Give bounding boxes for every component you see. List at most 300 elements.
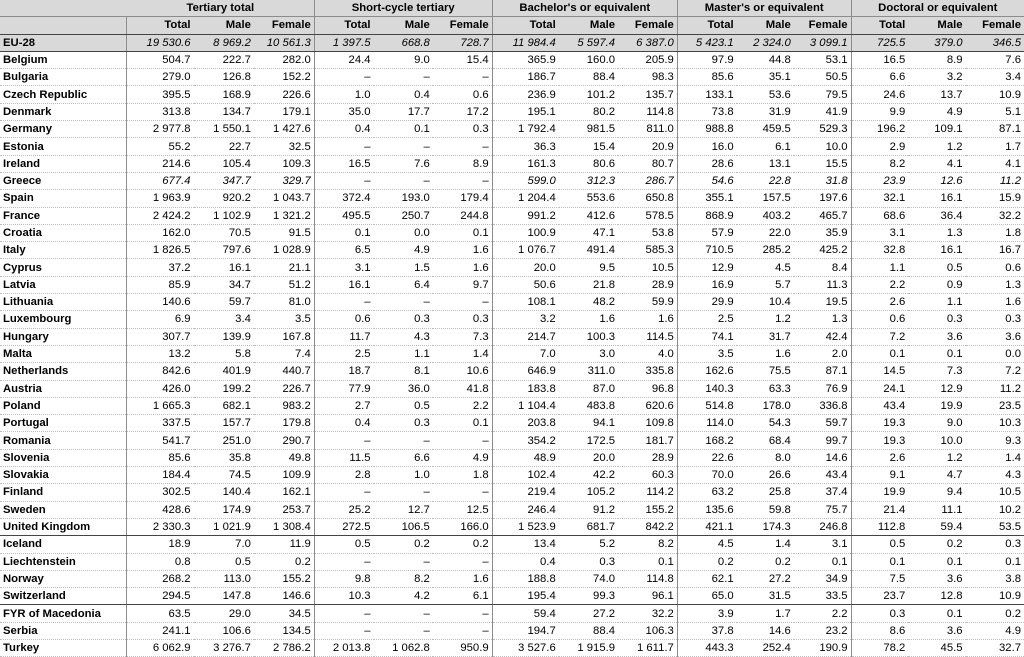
value-cell: 346.5: [966, 34, 1024, 51]
value-cell: 10.0: [794, 138, 851, 155]
value-cell: 88.4: [559, 622, 618, 639]
country-name: Norway: [0, 570, 127, 587]
value-cell: 179.8: [254, 415, 314, 432]
value-cell: –: [314, 432, 373, 449]
value-cell: 16.5: [314, 155, 373, 172]
value-cell: 22.0: [737, 224, 794, 241]
column-header-male: Male: [194, 17, 254, 34]
value-cell: 0.8: [127, 553, 194, 570]
value-cell: 203.8: [492, 415, 559, 432]
value-cell: 2.6: [851, 449, 908, 466]
value-cell: 59.7: [794, 415, 851, 432]
value-cell: 302.5: [127, 484, 194, 501]
value-cell: 991.2: [492, 207, 559, 224]
value-cell: 59.4: [492, 605, 559, 622]
value-cell: 7.0: [194, 536, 254, 553]
value-cell: 41.8: [433, 380, 492, 397]
country-name: Serbia: [0, 622, 127, 639]
value-cell: 21.4: [851, 501, 908, 518]
value-cell: 193.0: [374, 190, 433, 207]
column-header-female: Female: [794, 17, 851, 34]
value-cell: 421.1: [677, 518, 736, 535]
column-header-total: Total: [492, 17, 559, 34]
value-cell: 109.8: [618, 415, 677, 432]
group-header-row: [0, 0, 1024, 17]
value-cell: 10 561.3: [254, 34, 314, 51]
value-cell: 195.1: [492, 103, 559, 120]
value-cell: 3.1: [314, 259, 373, 276]
value-cell: 166.0: [433, 518, 492, 535]
value-cell: 2 424.2: [127, 207, 194, 224]
value-cell: –: [433, 138, 492, 155]
value-cell: 99.3: [559, 588, 618, 605]
value-cell: 1.6: [966, 294, 1024, 311]
table-row: [0, 311, 1024, 328]
value-cell: –: [433, 294, 492, 311]
country-name: Croatia: [0, 224, 127, 241]
value-cell: 7.2: [966, 363, 1024, 380]
value-cell: 337.5: [127, 415, 194, 432]
value-cell: 27.2: [559, 605, 618, 622]
value-cell: 19.5: [794, 294, 851, 311]
value-cell: –: [314, 172, 373, 189]
value-cell: 179.4: [433, 190, 492, 207]
value-cell: 168.2: [677, 432, 736, 449]
value-cell: 250.7: [374, 207, 433, 224]
value-cell: 311.0: [559, 363, 618, 380]
value-cell: 0.1: [433, 415, 492, 432]
value-cell: 99.7: [794, 432, 851, 449]
value-cell: 0.0: [374, 224, 433, 241]
value-cell: 12.5: [433, 501, 492, 518]
country-name: Spain: [0, 190, 127, 207]
value-cell: 51.2: [254, 276, 314, 293]
value-cell: 87.0: [559, 380, 618, 397]
value-cell: 31.7: [737, 328, 794, 345]
value-cell: 135.6: [677, 501, 736, 518]
value-cell: 1.7: [966, 138, 1024, 155]
value-cell: 2.2: [794, 605, 851, 622]
value-cell: 1 076.7: [492, 242, 559, 259]
table-header: [0, 0, 1024, 34]
value-cell: –: [374, 484, 433, 501]
value-cell: 681.7: [559, 518, 618, 535]
value-cell: 12.8: [908, 588, 965, 605]
value-cell: 50.5: [794, 69, 851, 86]
value-cell: 78.2: [851, 639, 908, 656]
value-cell: 0.4: [314, 121, 373, 138]
value-cell: 96.8: [618, 380, 677, 397]
value-cell: 1 963.9: [127, 190, 194, 207]
value-cell: 253.7: [254, 501, 314, 518]
value-cell: 365.9: [492, 51, 559, 68]
value-cell: 2.9: [851, 138, 908, 155]
value-cell: 181.7: [618, 432, 677, 449]
country-name: Sweden: [0, 501, 127, 518]
value-cell: 134.7: [194, 103, 254, 120]
value-cell: 12.9: [908, 380, 965, 397]
value-cell: 11.1: [908, 501, 965, 518]
value-cell: 7.6: [374, 155, 433, 172]
value-cell: 85.6: [127, 449, 194, 466]
value-cell: 63.2: [677, 484, 736, 501]
value-cell: 4.9: [433, 449, 492, 466]
value-cell: 32.1: [851, 190, 908, 207]
value-cell: 9.8: [314, 570, 373, 587]
value-cell: 102.4: [492, 467, 559, 484]
value-cell: –: [374, 622, 433, 639]
value-cell: 16.1: [908, 242, 965, 259]
column-header-total: Total: [127, 17, 194, 34]
country-name: Switzerland: [0, 588, 127, 605]
value-cell: 20.9: [618, 138, 677, 155]
value-cell: 11.5: [314, 449, 373, 466]
value-cell: 10.5: [966, 484, 1024, 501]
value-cell: 15.4: [433, 51, 492, 68]
column-header-female: Female: [254, 17, 314, 34]
value-cell: 6.4: [374, 276, 433, 293]
value-cell: 440.7: [254, 363, 314, 380]
value-cell: 677.4: [127, 172, 194, 189]
table-row: [0, 639, 1024, 656]
value-cell: 214.6: [127, 155, 194, 172]
value-cell: 65.0: [677, 588, 736, 605]
value-cell: 157.5: [737, 190, 794, 207]
value-cell: 13.2: [127, 345, 194, 362]
table-row: [0, 242, 1024, 259]
value-cell: 1.8: [966, 224, 1024, 241]
value-cell: 0.2: [677, 553, 736, 570]
value-cell: 9.0: [908, 415, 965, 432]
value-cell: 114.8: [618, 570, 677, 587]
value-cell: 403.2: [737, 207, 794, 224]
column-header-female: Female: [618, 17, 677, 34]
country-name: Ireland: [0, 155, 127, 172]
value-cell: 17.7: [374, 103, 433, 120]
table-row: [0, 69, 1024, 86]
country-name: Austria: [0, 380, 127, 397]
value-cell: 710.5: [677, 242, 736, 259]
value-cell: 246.4: [492, 501, 559, 518]
value-cell: 3.6: [908, 328, 965, 345]
value-cell: 1.6: [433, 242, 492, 259]
value-cell: 11.2: [966, 172, 1024, 189]
value-cell: 3.5: [677, 345, 736, 362]
value-cell: 981.5: [559, 121, 618, 138]
value-cell: 87.1: [794, 363, 851, 380]
value-cell: 868.9: [677, 207, 736, 224]
value-cell: 578.5: [618, 207, 677, 224]
table-row: [0, 380, 1024, 397]
value-cell: 17.2: [433, 103, 492, 120]
value-cell: 43.4: [851, 397, 908, 414]
value-cell: 36.4: [908, 207, 965, 224]
value-cell: 214.7: [492, 328, 559, 345]
value-cell: 16.0: [677, 138, 736, 155]
value-cell: 0.0: [966, 345, 1024, 362]
value-cell: 3.9: [677, 605, 736, 622]
value-cell: 76.9: [794, 380, 851, 397]
value-cell: 268.2: [127, 570, 194, 587]
value-cell: 140.4: [194, 484, 254, 501]
table-row: [0, 207, 1024, 224]
value-cell: 6.1: [737, 138, 794, 155]
value-cell: 219.4: [492, 484, 559, 501]
value-cell: 68.4: [737, 432, 794, 449]
table-row: [0, 172, 1024, 189]
value-cell: 80.7: [618, 155, 677, 172]
value-cell: 16.9: [677, 276, 736, 293]
value-cell: 53.5: [966, 518, 1024, 535]
value-cell: 114.0: [677, 415, 736, 432]
value-cell: 599.0: [492, 172, 559, 189]
value-cell: 1 915.9: [559, 639, 618, 656]
value-cell: 88.4: [559, 69, 618, 86]
value-cell: 19.9: [851, 484, 908, 501]
value-cell: 1.8: [433, 467, 492, 484]
value-cell: 9.7: [433, 276, 492, 293]
value-cell: 246.8: [794, 518, 851, 535]
value-cell: 2.8: [314, 467, 373, 484]
value-cell: 24.6: [851, 86, 908, 103]
country-name: Malta: [0, 345, 127, 362]
value-cell: 395.5: [127, 86, 194, 103]
country-name: Finland: [0, 484, 127, 501]
value-cell: 25.8: [737, 484, 794, 501]
value-cell: 16.7: [966, 242, 1024, 259]
value-cell: 0.2: [908, 536, 965, 553]
group-header-masters: Master's or equivalent: [677, 0, 851, 17]
value-cell: 372.4: [314, 190, 373, 207]
value-cell: 1 321.2: [254, 207, 314, 224]
value-cell: 11.7: [314, 328, 373, 345]
value-cell: 77.9: [314, 380, 373, 397]
value-cell: 3 276.7: [194, 639, 254, 656]
value-cell: 12.6: [908, 172, 965, 189]
table-row: [0, 328, 1024, 345]
value-cell: 6.1: [433, 588, 492, 605]
country-name: Czech Republic: [0, 86, 127, 103]
value-cell: 347.7: [194, 172, 254, 189]
value-cell: 79.5: [794, 86, 851, 103]
value-cell: 10.4: [737, 294, 794, 311]
value-cell: 73.8: [677, 103, 736, 120]
value-cell: 10.5: [618, 259, 677, 276]
value-cell: 8.2: [374, 570, 433, 587]
value-cell: 12.7: [374, 501, 433, 518]
value-cell: 4.9: [908, 103, 965, 120]
value-cell: 34.5: [254, 605, 314, 622]
value-cell: 7.3: [908, 363, 965, 380]
value-cell: 650.8: [618, 190, 677, 207]
value-cell: 0.5: [851, 536, 908, 553]
group-header-doctoral: Doctoral or equivalent: [851, 0, 1024, 17]
value-cell: 168.9: [194, 86, 254, 103]
country-name: United Kingdom: [0, 518, 127, 535]
value-cell: 109.1: [908, 121, 965, 138]
value-cell: 4.7: [908, 467, 965, 484]
value-cell: 0.1: [851, 345, 908, 362]
value-cell: 106.6: [194, 622, 254, 639]
value-cell: 1.3: [966, 276, 1024, 293]
value-cell: 32.8: [851, 242, 908, 259]
table-row: [0, 190, 1024, 207]
value-cell: 12.9: [677, 259, 736, 276]
value-cell: 11.3: [794, 276, 851, 293]
value-cell: 1.0: [374, 467, 433, 484]
value-cell: 1 021.9: [194, 518, 254, 535]
value-cell: 279.0: [127, 69, 194, 86]
value-cell: 28.9: [618, 449, 677, 466]
value-cell: 162.0: [127, 224, 194, 241]
value-cell: 646.9: [492, 363, 559, 380]
value-cell: 6.6: [851, 69, 908, 86]
value-cell: 4.5: [737, 259, 794, 276]
table-row: [0, 259, 1024, 276]
country-name: Belgium: [0, 51, 127, 68]
value-cell: 1 308.4: [254, 518, 314, 535]
country-name: Liechtenstein: [0, 553, 127, 570]
value-cell: 5 597.4: [559, 34, 618, 51]
value-cell: 70.0: [677, 467, 736, 484]
value-cell: 62.1: [677, 570, 736, 587]
value-cell: 91.2: [559, 501, 618, 518]
value-cell: 10.9: [966, 588, 1024, 605]
value-cell: 9.1: [851, 467, 908, 484]
value-cell: 194.7: [492, 622, 559, 639]
value-cell: 53.6: [737, 86, 794, 103]
value-cell: 26.6: [737, 467, 794, 484]
value-cell: 16.1: [194, 259, 254, 276]
value-cell: 97.9: [677, 51, 736, 68]
value-cell: 31.5: [737, 588, 794, 605]
value-cell: 74.0: [559, 570, 618, 587]
value-cell: 3.8: [966, 570, 1024, 587]
country-name: Iceland: [0, 536, 127, 553]
value-cell: 37.4: [794, 484, 851, 501]
table-row: [0, 276, 1024, 293]
table-row: [0, 449, 1024, 466]
value-cell: 0.5: [194, 553, 254, 570]
table-row: [0, 138, 1024, 155]
value-cell: 0.5: [374, 397, 433, 414]
value-cell: 15.4: [559, 138, 618, 155]
value-cell: 504.7: [127, 51, 194, 68]
value-cell: 0.3: [851, 605, 908, 622]
value-cell: –: [433, 172, 492, 189]
value-cell: 162.1: [254, 484, 314, 501]
value-cell: 0.4: [492, 553, 559, 570]
value-cell: –: [374, 69, 433, 86]
country-name: EU-28: [0, 34, 127, 51]
country-name: Latvia: [0, 276, 127, 293]
value-cell: –: [314, 484, 373, 501]
value-cell: –: [314, 138, 373, 155]
value-cell: 1.1: [851, 259, 908, 276]
value-cell: 109.3: [254, 155, 314, 172]
value-cell: 1 792.4: [492, 121, 559, 138]
value-cell: 1.4: [737, 536, 794, 553]
value-cell: 8.0: [737, 449, 794, 466]
value-cell: 36.3: [492, 138, 559, 155]
value-cell: 1 611.7: [618, 639, 677, 656]
value-cell: 1.6: [618, 311, 677, 328]
value-cell: 167.8: [254, 328, 314, 345]
value-cell: 197.6: [794, 190, 851, 207]
value-cell: 161.3: [492, 155, 559, 172]
value-cell: 1.2: [737, 311, 794, 328]
value-cell: 4.1: [966, 155, 1024, 172]
value-cell: 109.9: [254, 467, 314, 484]
value-cell: 1.3: [908, 224, 965, 241]
table-row: [0, 415, 1024, 432]
value-cell: 1 550.1: [194, 121, 254, 138]
value-cell: 48.9: [492, 449, 559, 466]
value-cell: 329.7: [254, 172, 314, 189]
value-cell: 20.0: [492, 259, 559, 276]
value-cell: 443.3: [677, 639, 736, 656]
value-cell: 1 826.5: [127, 242, 194, 259]
value-cell: 186.7: [492, 69, 559, 86]
value-cell: 3.0: [559, 345, 618, 362]
value-cell: 0.1: [374, 121, 433, 138]
value-cell: 483.8: [559, 397, 618, 414]
value-cell: 113.0: [194, 570, 254, 587]
value-cell: 1 102.9: [194, 207, 254, 224]
column-header-total: Total: [314, 17, 373, 34]
value-cell: 34.7: [194, 276, 254, 293]
value-cell: 59.8: [737, 501, 794, 518]
country-name: FYR of Macedonia: [0, 605, 127, 622]
value-cell: 425.2: [794, 242, 851, 259]
value-cell: 529.3: [794, 121, 851, 138]
value-cell: 335.8: [618, 363, 677, 380]
value-cell: 6 062.9: [127, 639, 194, 656]
value-cell: 190.9: [794, 639, 851, 656]
value-cell: 140.3: [677, 380, 736, 397]
value-cell: 139.9: [194, 328, 254, 345]
column-header-male: Male: [559, 17, 618, 34]
value-cell: 1.2: [908, 449, 965, 466]
table-row: [0, 484, 1024, 501]
value-cell: 105.4: [194, 155, 254, 172]
value-cell: 11 984.4: [492, 34, 559, 51]
country-name: Romania: [0, 432, 127, 449]
value-cell: 668.8: [374, 34, 433, 51]
value-cell: 294.5: [127, 588, 194, 605]
value-cell: 57.9: [677, 224, 736, 241]
value-cell: 983.2: [254, 397, 314, 414]
value-cell: 272.5: [314, 518, 373, 535]
value-cell: 15.9: [966, 190, 1024, 207]
value-cell: 49.8: [254, 449, 314, 466]
value-cell: 222.7: [194, 51, 254, 68]
value-cell: 0.3: [374, 415, 433, 432]
value-cell: 313.8: [127, 103, 194, 120]
value-cell: 0.6: [851, 311, 908, 328]
value-cell: 98.3: [618, 69, 677, 86]
value-cell: 725.5: [851, 34, 908, 51]
value-cell: 0.2: [374, 536, 433, 553]
value-cell: 585.3: [618, 242, 677, 259]
value-cell: 53.8: [618, 224, 677, 241]
value-cell: 0.5: [908, 259, 965, 276]
value-cell: 126.8: [194, 69, 254, 86]
value-cell: 81.0: [254, 294, 314, 311]
value-cell: 74.1: [677, 328, 736, 345]
value-cell: 0.1: [908, 605, 965, 622]
value-cell: 459.5: [737, 121, 794, 138]
